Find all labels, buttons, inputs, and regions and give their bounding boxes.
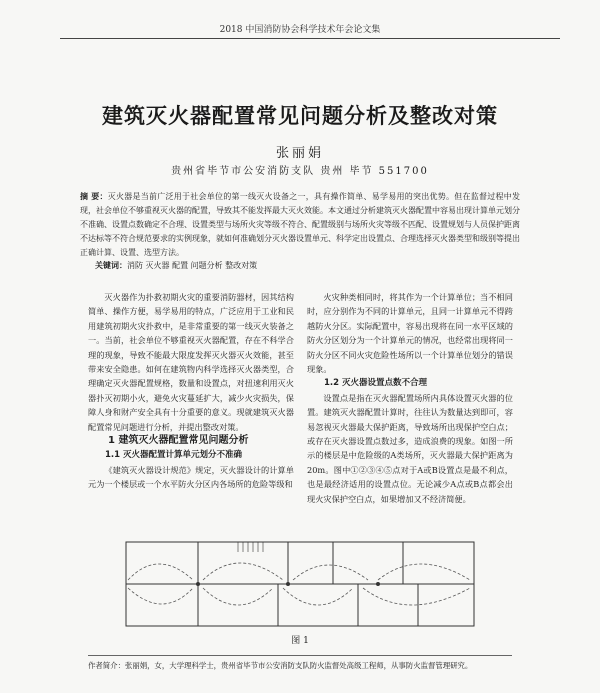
header-rule (60, 38, 560, 39)
author-name: 张丽娟 (275, 146, 324, 161)
author-affiliation: 贵州省毕节市公安消防支队 贵州 毕节 551700 (171, 166, 429, 177)
paragraph-1-2: 设置点是指在灭火器配置场所内具体设置灭火器的位置。建筑灭火器配置计算时，往往认为数量达到即可，容易忽视灭火器最大保护距离，导致场所出现保护空白点；或存在灭火器设置点数过多，造成浪费的现象。如图一所示的楼层是中危险级的A类场所，灭火器最大保护距离为20m。图中①②③④⑤点对于A或B设置点是最不利点，也是最经济适用的设置点位。无论减少A点或B点都会出现火灾保护空白点，如果增加又不经济简便。 (307, 392, 513, 504)
running-header: 2018 中国消防协会科学技术年会论文集 (219, 25, 381, 35)
floor-plan-figure (88, 540, 512, 628)
figure-caption: 图 1 (291, 636, 309, 646)
setting-point (196, 582, 200, 586)
keywords-text: 消防 灭火器 配置 问题分析 整改对策 (127, 261, 258, 270)
body-right-column (307, 290, 513, 506)
paragraph-1-1-cont: 火灾种类相同时，将其作为一个计算单位；当不相同时，应分别作为不同的计算单元，且同一计算单元不得跨越防火分区。实际配置中，容易出现将在同一水平区域的防火分区划分为一个计算单元的情况，也经常出现将同一防火分区不同火灾危险性场所以一个计算单位划分的错误现象。 (307, 292, 513, 375)
author-footnote: 作者简介：张丽娟，女，大学理科学士，贵州省毕节市公安消防支队防火监督处高级工程师，从事防火监督管理研究。 (88, 661, 473, 670)
abstract-text: 灭火器是当前广泛用于社会单位的第一线灭火设备之一，具有操作简单、易学易用的突出优势。但在监督过程中发现，社会单位不够重视灭火器的配置，导致其不能发挥最大灭火效能。本文通过分析建筑灭火器配置中容易出现计算单元划分不准确、设置点数确定不合理、设置类型与场所火灾等级不符合、配置级别与场所火灾等级不匹配、设置规划与人员保护距离不达标等不符合规范要求的实例现象，就如何准确划分灭火器设置单元、科学定出设置点、合理选择灭火器类型和级别等提出正确计算、设置、选型方法。 (80, 192, 520, 257)
subsection-heading-1-1: 1.1 灭火器配置计算单元划分不准确 (105, 450, 243, 461)
setting-point (286, 582, 290, 586)
protection-arc (203, 588, 273, 605)
footnote-rule (88, 655, 512, 656)
paper-title: 建筑灭火器配置常见问题分析及整改对策 (102, 104, 498, 128)
keywords (95, 260, 515, 272)
protection-arc (378, 564, 470, 580)
protection-arc (203, 563, 283, 580)
abstract (80, 190, 520, 260)
setting-point (376, 582, 380, 586)
protection-arc (128, 564, 193, 580)
paragraph-1-1: 《建筑灭火器设计规范》规定，灭火器设计的计算单元为一个楼层或一个水平防火分区内各场所的危险等级和 (88, 464, 294, 490)
subsection-heading-1-2: 1.2 灭火器设置点数不合理 (324, 378, 428, 389)
protection-arc (363, 588, 470, 605)
section-heading-1: 1 建筑灭火器配置常见问题分析 (108, 435, 249, 447)
keywords-label: 关键词： (95, 261, 127, 270)
stair-hatching (238, 542, 263, 552)
protection-arc (293, 565, 368, 580)
protection-arc (128, 588, 193, 604)
intro-paragraph: 灭火器作为扑救初期火灾的重要消防器材，因其结构简单、操作方便，易学易用的特点，广泛应用于工业和民用建筑初期火灾扑救中，是非常重要的第一线灭火装备之一。当前，社会单位不够重视灭火器配置，存在不科学合理的现象，导致不能最大限度发挥灭火器灭火效能，甚至带来安全隐患。如何在建筑物内科学选择灭火器类型，合理确定灭火器配置规格，数量和设置点，对扭速利用灭火器扑灭初期小火，避免火灾蔓延扩大，减少火灾损失，保障人身和财产安全具有十分重要的意义。现就建筑灭火器配置常见问题进行分析，并提出整改对策。 (88, 292, 294, 432)
body-left-column (88, 290, 294, 492)
abstract-label: 摘 要： (80, 192, 108, 201)
protection-arc (283, 588, 353, 605)
